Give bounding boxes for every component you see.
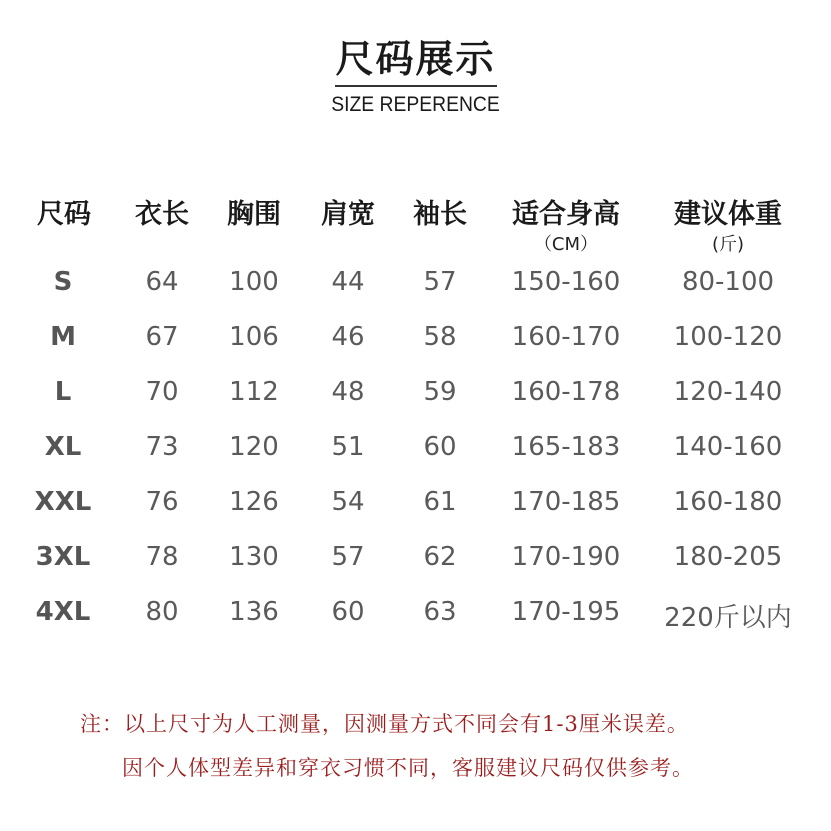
cell-height: 150-160 xyxy=(511,267,621,297)
cell-sleeve: 59 xyxy=(423,377,457,407)
cell-chest: 126 xyxy=(229,487,279,517)
cell-weight: 160-180 xyxy=(673,487,783,517)
cell-shoulder: 48 xyxy=(331,377,365,407)
cell-weight: 140-160 xyxy=(673,432,783,462)
cell-length: 73 xyxy=(145,432,179,462)
cell-size: 4XL xyxy=(35,597,91,627)
column-header-height: 适合身高 xyxy=(512,199,620,230)
cell-weight: 180-205 xyxy=(673,542,783,572)
cell-length: 70 xyxy=(145,377,179,407)
cell-height: 165-183 xyxy=(511,432,621,462)
cell-chest: 106 xyxy=(229,322,279,352)
cell-size: XXL xyxy=(34,487,92,517)
cell-weight: 80-100 xyxy=(681,267,775,297)
cell-height: 170-190 xyxy=(511,542,621,572)
cell-height: 160-178 xyxy=(511,377,621,407)
cell-shoulder: 57 xyxy=(331,542,365,572)
column-header-sleeve: 袖长 xyxy=(413,199,467,230)
page-subtitle: SIZE REPERENCE xyxy=(331,93,500,116)
cell-weight: 100-120 xyxy=(673,322,783,352)
cell-sleeve: 61 xyxy=(423,487,457,517)
cell-height: 160-170 xyxy=(511,322,621,352)
title-underline xyxy=(335,85,497,87)
cell-size: L xyxy=(54,377,72,407)
cell-chest: 112 xyxy=(229,377,279,407)
cell-shoulder: 54 xyxy=(331,487,365,517)
cell-shoulder: 60 xyxy=(331,597,365,627)
cell-chest: 120 xyxy=(229,432,279,462)
column-header-weight: 建议体重 xyxy=(674,199,782,230)
cell-size: 3XL xyxy=(35,542,91,572)
note-line-2: 因个人体型差异和穿衣习惯不同，客服建议尺码仅供参考。 xyxy=(122,756,694,780)
cell-sleeve: 57 xyxy=(423,267,457,297)
column-header-shoulder: 肩宽 xyxy=(321,199,375,230)
column-unit-height: （CM） xyxy=(533,234,599,255)
cell-length: 67 xyxy=(145,322,179,352)
cell-shoulder: 44 xyxy=(331,267,365,297)
cell-sleeve: 58 xyxy=(423,322,457,352)
cell-chest: 136 xyxy=(229,597,279,627)
cell-weight: 220斤以内 xyxy=(664,603,792,633)
cell-height: 170-185 xyxy=(511,487,621,517)
column-header-length: 衣长 xyxy=(135,199,189,230)
cell-length: 64 xyxy=(145,267,179,297)
column-unit-weight: (斤) xyxy=(711,234,745,255)
cell-sleeve: 63 xyxy=(423,597,457,627)
cell-length: 76 xyxy=(145,487,179,517)
note-line-1: 注：以上尺寸为人工测量，因测量方式不同会有1-3厘米误差。 xyxy=(80,712,689,736)
cell-chest: 100 xyxy=(229,267,279,297)
cell-length: 78 xyxy=(145,542,179,572)
cell-sleeve: 60 xyxy=(423,432,457,462)
cell-length: 80 xyxy=(145,597,179,627)
column-header-size: 尺码 xyxy=(37,199,91,230)
cell-chest: 130 xyxy=(229,542,279,572)
cell-shoulder: 46 xyxy=(331,322,365,352)
cell-weight: 120-140 xyxy=(673,377,783,407)
cell-height: 170-195 xyxy=(511,597,621,627)
cell-size: M xyxy=(50,322,76,352)
cell-size: S xyxy=(53,267,73,297)
page-title: 尺码展示 xyxy=(335,37,496,81)
column-header-chest: 胸围 xyxy=(227,199,281,230)
cell-size: XL xyxy=(44,432,82,462)
cell-sleeve: 62 xyxy=(423,542,457,572)
cell-shoulder: 51 xyxy=(331,432,365,462)
